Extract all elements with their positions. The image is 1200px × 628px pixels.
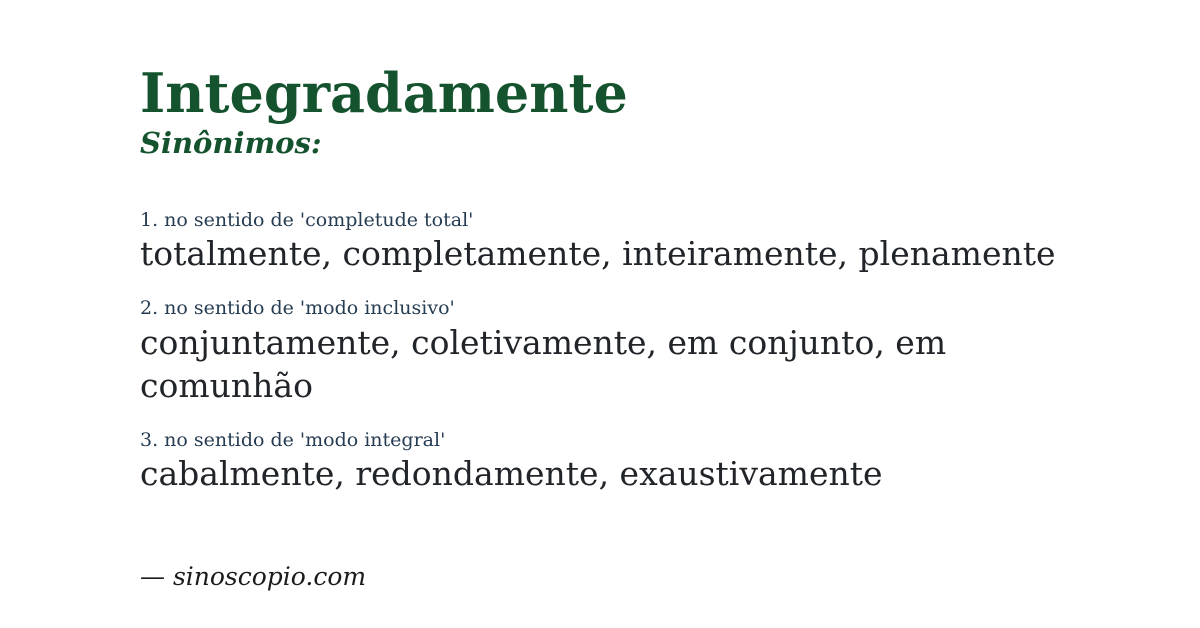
sense-label: 3. no sentido de 'modo integral' (140, 428, 446, 451)
word-title: Integradamente (140, 61, 628, 125)
sense-block-1 (140, 207, 1120, 276)
sense-block-2 (140, 295, 1120, 407)
sense-synonyms: conjuntamente, coletivamente, em conjunto, em comunhão (140, 322, 947, 405)
sense-label: 1. no sentido de 'completude total' (140, 208, 474, 231)
sense-synonyms: totalmente, completamente, inteiramente, plenamente (140, 234, 1056, 274)
senses-list (140, 207, 1120, 496)
source-attribution: — sinoscopio.com (140, 562, 367, 592)
synonyms-heading: Sinônimos: (140, 126, 322, 161)
sense-synonyms: cabalmente, redondamente, exaustivamente (140, 454, 883, 494)
sense-label: 2. no sentido de 'modo inclusivo' (140, 297, 455, 320)
sense-block-3 (140, 427, 1120, 496)
